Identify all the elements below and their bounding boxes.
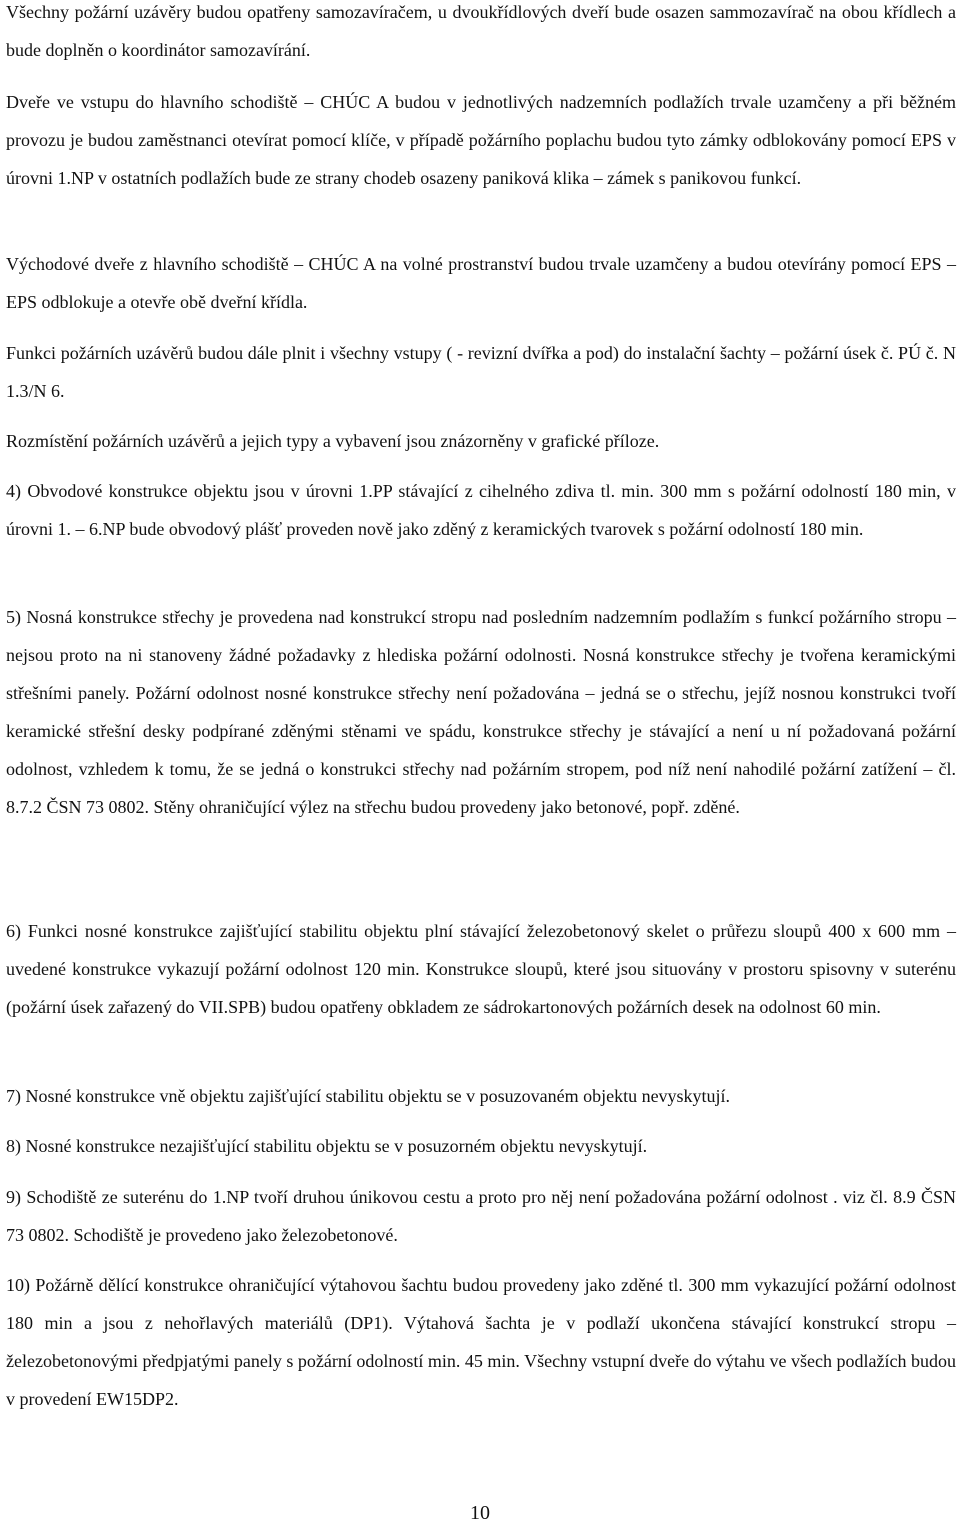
- paragraph-section-5: 5) Nosná konstrukce střechy je provedena nad konstrukcí stropu nad posledním nadzemním podlažím s funkcí požárního stropu – nejsou proto na ni stanoveny žádné požadavky z hlediska požární odolnosti. Nosná konstrukce střechy je tvořena keramickými střešními panely. Požární odolnost nosné konstrukce střechy není požadována – jedná se o střechu, jejíž nosnou konstrukci tvoří keramické střešní desky podpírané zděnými stěnami ve spádu, konstrukce střechy je stávající a není u ní požadovaná požární odolnost, vzhledem k tomu, že se jedná o konstrukci střechy nad požárním stropem, pod níž není nahodilé požární zatížení – čl. 8.7.2 ČSN 73 0802. Stěny ohraničující výlez na střechu budou provedeny jako betonové, popř. zděné.: [6, 607, 956, 817]
- paragraph-shaft-closures: Funkci požárních uzávěrů budou dále plnit i všechny vstupy ( - revizní dvířka a pod) do instalační šachty – požární úsek č. PÚ č. N 1.3/N 6.: [6, 343, 956, 401]
- page-number: 10: [470, 1502, 490, 1524]
- paragraph-section-6: 6) Funkci nosné konstrukce zajišťující stabilitu objektu plní stávající železobetonový skelet o průřezu sloupů 400 x 600 mm – uvedené konstrukce vykazují požární odolnost 120 min. Konstrukce sloupů, které jsou situovány v prostoru spisovny v suterénu (požární úsek zařazený do VII.SPB) budou opatřeny obkladem ze sádrokartonových požárních desek na odolnost 60 min.: [6, 921, 956, 1017]
- paragraph-section-10: 10) Požárně dělící konstrukce ohraničující výtahovou šachtu budou provedeny jako zděné tl. 300 mm vykazující požární odolnost 180 min a jsou z nehořlavých materiálů (DP1). Výtahová šachta je v podlaží ukončena stávající konstrukcí stropu – železobetonovými předpjatými panely s požární odolností min. 45 min. Všechny vstupní dveře do výtahu ve všech podlažích budou v provedení EW15DP2.: [6, 1275, 956, 1409]
- paragraph-section-7: 7) Nosné konstrukce vně objektu zajišťující stabilitu objektu se v posuzovaném objektu nevyskytují.: [6, 1086, 731, 1106]
- paragraph-section-4: 4) Obvodové konstrukce objektu jsou v úrovni 1.PP stávající z cihelného zdiva tl. min. 300 mm s požární odolností 180 min, v úrovni 1. – 6.NP bude obvodový plášť proveden nově jako zděný z keramických tvarovek s požární odolností 180 min.: [6, 481, 956, 539]
- paragraph-self-closers: Všechny požární uzávěry budou opatřeny samozavíračem, u dvoukřídlových dveří bude osazen sammozavírač na obou křídlech a bude doplněn o koordinátor samozavírání.: [6, 2, 956, 60]
- paragraph-section-8: 8) Nosné konstrukce nezajišťující stabilitu objektu se v posuzorném objektu nevyskytují.: [6, 1136, 648, 1156]
- paragraph-closures-placement: Rozmístění požárních uzávěrů a jejich typy a vybavení jsou znázorněny v grafické příloze.: [6, 431, 660, 451]
- paragraph-exit-doors: Východové dveře z hlavního schodiště – CHÚC A na volné prostranství budou trvale uzamčeny a budou otevírány pomocí EPS – EPS odblokuje a otevře obě dveřní křídla.: [6, 254, 956, 312]
- paragraph-stair-entrance-doors: Dveře ve vstupu do hlavního schodiště – CHÚC A budou v jednotlivých nadzemních podlažích trvale uzamčeny a při běžném provozu je budou zaměstnanci otevírat pomocí klíče, v případě požárního poplachu budou tyto zámky odblokovány pomocí EPS v úrovni 1.NP v ostatních podlažích bude ze strany chodeb osazeny paniková klika – zámek s panikovou funkcí.: [6, 92, 956, 188]
- paragraph-section-9: 9) Schodiště ze suterénu do 1.NP tvoří druhou únikovou cestu a proto pro něj není požadována požární odolnost . viz čl. 8.9 ČSN 73 0802. Schodiště je provedeno jako železobetonové.: [6, 1187, 956, 1245]
